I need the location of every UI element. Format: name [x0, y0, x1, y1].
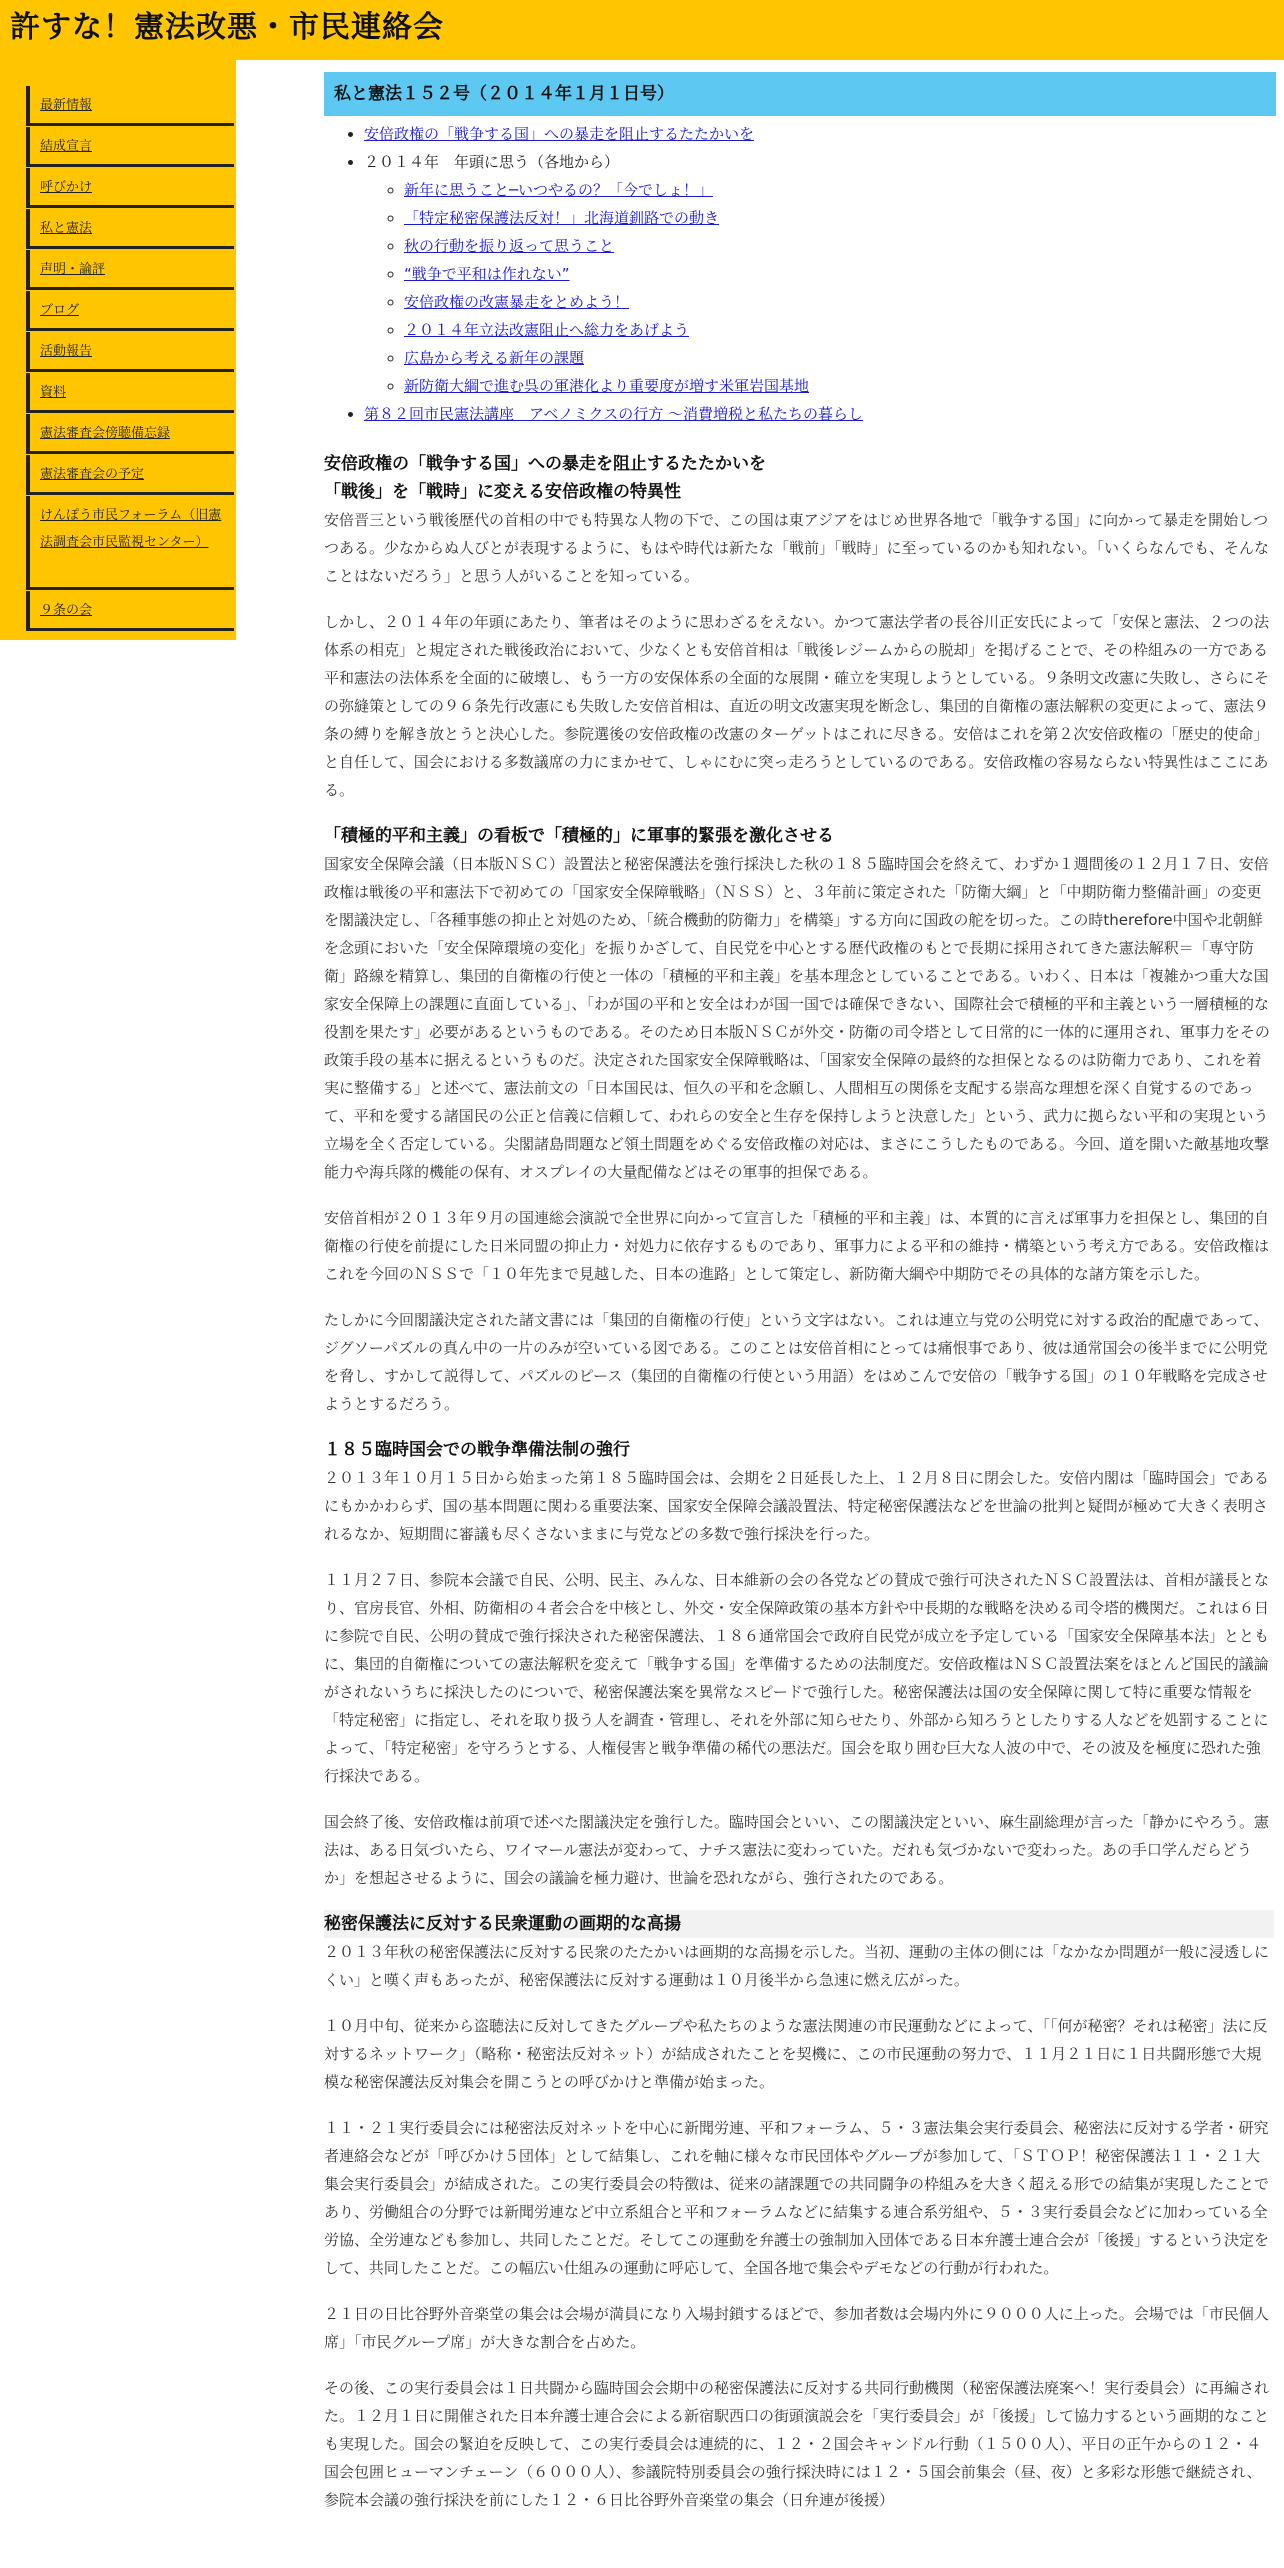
toc-link[interactable]: 安倍政権の「戦争する国」への暴走を阻止するたたかいを — [364, 125, 755, 143]
toc-subitem — [404, 316, 1276, 344]
toc-sublist — [364, 176, 1276, 400]
site-header — [0, 0, 1284, 60]
sidebar-item-founding[interactable] — [26, 127, 234, 167]
sidebar-item-label[interactable]: 呼びかけ — [40, 180, 93, 195]
toc-link[interactable]: 第８２回市民憲法講座 アベノミクスの行方 ～消費増税と私たちの暮らし — [364, 405, 864, 423]
sidebar-item-forum[interactable] — [26, 496, 234, 590]
sidebar-item-label[interactable]: 資料 — [40, 385, 67, 400]
sidebar-item-activity-report[interactable] — [26, 332, 234, 372]
toc-subitem — [404, 176, 1276, 204]
toc-link[interactable]: 新年に思うこと─いつやるの？「今でしょ！」 — [404, 181, 714, 199]
toc-item — [364, 148, 1276, 400]
main-content — [324, 72, 1276, 428]
sidebar-item-label[interactable]: 声明・論評 — [40, 262, 106, 277]
toc-subitem — [404, 288, 1276, 316]
toc-subitem — [404, 232, 1276, 260]
toc-subitem — [404, 344, 1276, 372]
paragraph: １１月２７日、参院本会議で自民、公明、民主、みんな、日本維新の会の各党などの賛成で強行可決されたＮＳＣ設置法は、首相が議長となり、官房長官、外相、防衛相の４者会合を中核とし、外交・安全保障政策の基本方針や中長期的な戦略を決める司令塔的機関だ。これは６日に参院で自民、公明の賛成で強行採決された秘密保護法、１８６通常国会で政府自民党が成立を予定している「国家安全保障基本法」とともに、集団的自衛権についての憲法解釈を変えて「戦争する国」を準備するための法制度だ。安倍政権はＮＳＣ設置法案をほとんど国民的議論がされないうちに採決したのについで、秘密保護法案を異常なスピードで強行した。秘密保護法は国の安全保障に関して特に重要な情報を「特定秘密」に指定し、それを取り扱う人を調査・管理し、それを外部に知らせたり、外部から知ろうとしたりする人などを処罰することによって、「特定秘密」を守ろうとする、人権侵害と戦争準備の稀代の悪法だ。国会を取り囲む巨大な人波の中で、その波及を極度に恐れた強行採決である。 — [324, 1571, 1270, 1785]
toc-subitem — [404, 372, 1276, 400]
paragraph: 安倍晋三という戦後歴代の首相の中でも特異な人物の下で、この国は東アジアをはじめ世界各地で「戦争する国」に向かって暴走を開始しつつある。少なからぬ人びとが表現するように、もはや時代は新たな「戦前」「戦時」に至っているのかも知れない。「いくらなんでも、そんなことはないだろう」と思う人がいることを知っている。 — [324, 511, 1270, 585]
sidebar-item-label[interactable]: 結成宣言 — [40, 139, 93, 154]
toc-link[interactable]: “戦争で平和は作れない” — [404, 265, 570, 283]
toc-link[interactable]: 広島から考える新年の課題 — [404, 349, 585, 367]
sidebar-item-schedule[interactable] — [26, 455, 234, 495]
sidebar-item-label[interactable]: 私と憲法 — [40, 221, 93, 236]
sidebar-item-label[interactable]: ブログ — [40, 303, 80, 318]
paragraph: ２０１３年１０月１５日から始まった第１８５臨時国会は、会期を２日延長した上、１２月８日に閉会した。安倍内閣は「臨時国会」であるにもかかわらず、国の基本問題に関わる重要法案、国家安全保障会議設置法、特定秘密保護法などを世論の批判と疑問が極めて大きく表明されるなか、短期間に審議も尽くさないままに与党などの多数で強行採決を行った。 — [324, 1469, 1270, 1543]
paragraph: ２１日の日比谷野外音楽堂の集会は会場が満員になり入場封鎖するほどで、参加者数は会場内外に９０００人に上った。会場では「市民個人席」「市民グループ席」が大きな割合を占めた。 — [324, 2305, 1269, 2351]
paragraph: しかし、２０１４年の年頭にあたり、筆者はそのように思わざるをえない。かつて憲法学者の長谷川正安氏によって「安保と憲法、２つの法体系の相克」と規定された戦後政治において、少なくとも安倍首相は「戦後レジームからの脱却」を掲げることで、その枠組みの一方である平和憲法の法体系を全面的に破壊し、もう一方の安保体系の全面的な展開・確立を実現しようとしている。９条明文改憲に失敗し、さらにその弥縫策としての９６条先行改憲にも失敗した安倍首相は、直近の明文改憲実現を断念し、集団的自衛権の憲法解釈の変更によって、憲法９条の縛りを解き放とうと決心した。参院選後の安倍政権の改憲のターゲットはこれに尽きる。安倍はこれを第２次安倍政権の「歴史的使命」と自任して、国会における多数議席の力にまかせて、しゃにむに突っ走ろうとしているのである。安倍政権の容易ならない特異性はここにある。 — [324, 613, 1270, 799]
sidebar-item-label[interactable]: けんぽう市民フォーラム（旧憲法調査会市民監視センター） — [40, 508, 222, 550]
toc-link[interactable]: 安倍政権の改憲暴走をとめよう！ — [404, 293, 630, 311]
paragraph: ２０１３年秋の秘密保護法に反対する民衆のたたかいは画期的な高揚を示した。当初、運動の主体の側には「なかなか問題が一般に浸透しにくい」と嘆く声もあったが、秘密保護法に反対する運動は１０月後半から急速に燃え広がった。 — [324, 1943, 1270, 1989]
toc-label: ２０１４年 年頭に思う（各地から） — [364, 153, 620, 171]
sidebar-item-statements[interactable] — [26, 250, 234, 290]
sidebar-item-blog[interactable] — [26, 291, 234, 331]
article-title: 安倍政権の「戦争する国」への暴走を阻止するたたかいを — [324, 454, 766, 474]
toc-subitem — [404, 260, 1276, 288]
toc-link[interactable]: 新防衛大綱で進む呉の軍港化より重要度が増す米軍岩国基地 — [404, 377, 810, 395]
sidebar-item-label[interactable]: 憲法審査会傍聴備忘録 — [40, 426, 171, 441]
sidebar-item-me-and-constitution[interactable] — [26, 209, 234, 249]
paragraph: その後、この実行委員会は１日共闘から臨時国会会期中の秘密保護法に反対する共同行動機関（秘密保護法廃案へ！実行委員会）に再編された。１２月１日に開催された日本弁護士連合会による新宿駅西口の街頭演説会を「実行委員会」が「後援」して協力するという画期的なことも実現した。国会の緊迫を反映して、この実行委員会は連続的に、１２・２国会キャンドル行動（１５００人）、平日の正午からの１２・４国会包囲ヒューマンチェーン（６０００人）、参議院特別委員会の強行採決時には１２・５国会前集会（昼、夜）と多彩な形態で継続され、参院本会議の強行採決を前にした１２・６日比谷野外音楽堂の集会（日弁連が後援） — [324, 2379, 1270, 2509]
sidebar-item-label[interactable]: 憲法審査会の予定 — [40, 467, 145, 482]
section-heading: １８５臨時国会での戦争準備法制の強行 — [324, 1440, 630, 1460]
section-heading: 「戦後」を「戦時」に変える安倍政権の特異性 — [324, 482, 681, 502]
sidebar-item-label[interactable]: 最新情報 — [40, 98, 93, 113]
section-heading: 「積極的平和主義」の看板で「積極的」に軍事的緊張を激化させる — [324, 826, 834, 846]
sidebar-item-label[interactable]: ９条の会 — [40, 603, 93, 618]
sidebar-item-latest[interactable] — [26, 86, 234, 126]
toc-subitem — [404, 204, 1276, 232]
toc-item — [364, 120, 1276, 148]
paragraph: 国家安全保障会議（日本版ＮＳＣ）設置法と秘密保護法を強行採決した秋の１８５臨時国会を終えて、わずか１週間後の１２月１７日、安倍政権は戦後の平和憲法下で初めての「国家安全保障戦略」（ＮＳＳ）と、３年前に策定された「防衛大綱」と「中期防衛力整備計画」の変更を閣議決定し、「各種事態の抑止と対処のため、「統合機動的防衛力」を構築」する方向に国政の舵を切った。この時therefore中国や北朝鮮を念頭においた「安全保障環境の変化」を振りかざして、自民党を中心とする歴代政権のもとで長期に採用されてきた憲法解釈＝「専守防衛」路線を精算し、集団的自衛権の行使と一体の「積極的平和主義」を基本理念としていることである。いわく、日本は「複雑かつ重大な国家安全保障上の課題に直面している」、「わが国の平和と安全はわが国一国では確保できない、国際社会で積極的平和主義という一層積極的な役割を果たす」必要があるというものである。そのため日本版ＮＳＣが外交・防衛の司令塔として日常的に一体的に運用され、軍事力をその政策手段の基本に据えるというものだ。決定された国家安全保障戦略は、「国家安全保障の最終的な担保となるのは防衛力であり、これを着実に整備する」と述べて、憲法前文の「日本国民は、恒久の平和を念願し、人間相互の関係を支配する崇高な理想を深く自覚するのであって、平和を愛する諸国民の公正と信義に信頼して、われらの安全と生存を保持しようと決意した」という、武力に拠らない平和の実現という立場を全く否定している。尖閣諸島問題など領土問題をめぐる安倍政権の対応は、まさにこうしたものである。今回、道を開いた敵基地攻撃能力や海兵隊的機能の保有、オスプレイの大量配備などはその軍事的担保である。 — [324, 855, 1270, 1181]
sidebar-item-appeal[interactable] — [26, 168, 234, 208]
toc-link[interactable]: 秋の行動を振り返って思うこと — [404, 237, 615, 255]
toc-item — [364, 400, 1276, 428]
paragraph: 安倍首相が２０１３年９月の国連総会演説で全世界に向かって宣言した「積極的平和主義」は、本質的に言えば軍事力を担保とし、集団的自衛権の行使を前提にした日米同盟の抑止力・対処力に依存するものであり、軍事力による平和の維持・構築という考え方である。安倍政権はこれを今回のＮＳＳで「１０年先まで見越した、日本の進路」として策定し、新防衛大綱や中期防でその具体的な諸方策を示した。 — [324, 1209, 1270, 1283]
paragraph: たしかに今回閣議決定された諸文書には「集団的自衛権の行使」という文字はない。これは連立与党の公明党に対する政治的配慮であって、ジグソーパズルの真ん中の一片のみが空いている図である。このことは安倍首相にとっては痛恨事であり、彼は通常国会の後半までに公明党を脅し、すかして説得して、パズルのピース（集団的自衛権の行使という用語）をはめこんで安倍の「戦争する国」の１０年戦略を完成させようとするだろう。 — [324, 1311, 1269, 1413]
sidebar-item-materials[interactable] — [26, 373, 234, 413]
sidebar-item-hearing-notes[interactable] — [26, 414, 234, 454]
paragraph: １１・２１実行委員会には秘密法反対ネットを中心に新聞労連、平和フォーラム、５・３憲法集会実行委員会、秘密法に反対する学者・研究者連絡会などが「呼びかけ５団体」として結集し、これを軸に様々な市民団体やグループが参加して、「ＳＴＯＰ！秘密保護法１１・２１大集会実行委員会」が結成された。この実行委員会の特徴は、従来の諸課題での共同闘争の枠組みを大きく超える形での結集が実現したことであり、労働組合の分野では新聞労連など中立系組合と平和フォーラムなどに結集する連合系労組や、５・３実行委員会などに加わっている全労協、全労連なども参加し、共同したことだ。そしてこの運動を弁護士の強制加入団体である日本弁護士連合会が「後援」するという決定をして、共同したことだ。この幅広い仕組みの運動に呼応して、全国各地で集会やデモなどの行動が行われた。 — [324, 2119, 1270, 2277]
toc-link[interactable]: 「特定秘密保護法反対！」北海道釧路での動き — [404, 209, 720, 227]
article — [324, 450, 1274, 2532]
sidebar-item-label[interactable]: 活動報告 — [40, 344, 93, 359]
toc-link[interactable]: ２０１４年立法改憲阻止へ総力をあげよう — [404, 321, 690, 339]
sidebar-item-article9[interactable] — [26, 591, 234, 631]
site-title[interactable]: 許すな！憲法改悪・市民連絡会 — [10, 10, 444, 45]
sidebar — [0, 60, 236, 640]
section-heading: 秘密保護法に反対する民衆運動の画期的な高揚 — [324, 1910, 1274, 1938]
issue-title: 私と憲法１５２号（２０１４年１月１日号） — [324, 72, 1276, 116]
table-of-contents — [324, 120, 1276, 428]
paragraph: 国会終了後、安倍政権は前項で述べた閣議決定を強行した。臨時国会といい、この閣議決定といい、麻生副総理が言った「静かにやろう。憲法は、ある日気づいたら、ワイマール憲法が変わって、ナチス憲法に変わっていた。だれも気づかないで変わった。あの手口学んだらどうか」を想起させるように、国会の議論を極力避け、世論を恐れながら、強行されたのである。 — [324, 1813, 1270, 1887]
paragraph: １０月中旬、従来から盗聴法に反対してきたグループや私たちのような憲法関連の市民運動などによって、「「何が秘密？それは秘密」法に反対するネットワーク」（略称・秘密法反対ネット）が結成されたことを契機に、この市民運動の努力で、１１月２１日に１日共闘形態で大規模な秘密保護法反対集会を開こうとの呼びかけと準備が始まった。 — [324, 2017, 1268, 2091]
